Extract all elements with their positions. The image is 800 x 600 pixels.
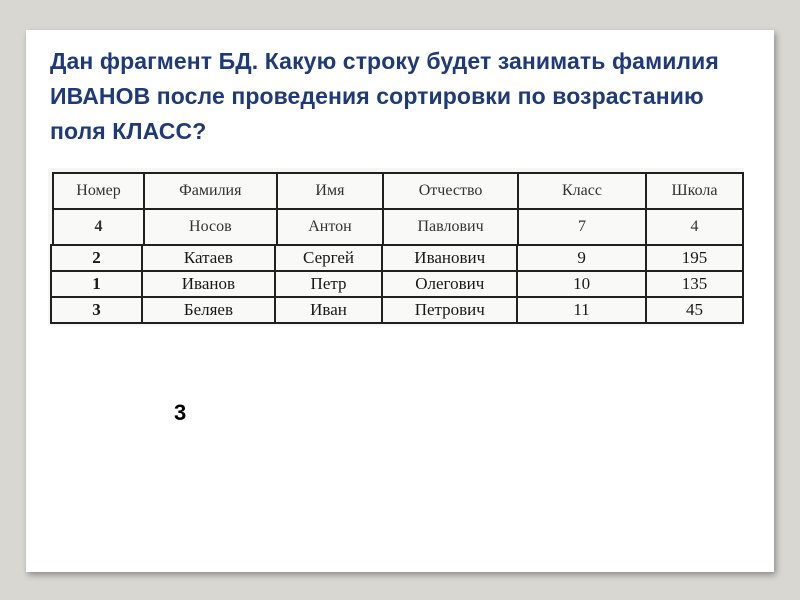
cell-surname: Катаев: [142, 245, 275, 271]
header-cell-name: Имя: [277, 173, 384, 209]
question-text: Дан фрагмент БД. Какую строку будет занимать фамилия ИВАНОВ после проведения сортировки по возрастанию поля КЛАСС?: [50, 48, 719, 144]
cell-name: Иван: [275, 297, 382, 323]
header-cell-patronymic: Отчество: [383, 173, 518, 209]
database-table-image: [48, 168, 744, 326]
cell-school: 135: [646, 271, 743, 297]
cell-name: Петр: [275, 271, 382, 297]
cell-patronymic: Иванович: [382, 245, 517, 271]
cell-school: 4: [646, 209, 743, 245]
cell-number: 1: [51, 271, 142, 297]
table-row: [51, 297, 743, 323]
header-cell-class: Класс: [518, 173, 646, 209]
table-header-block: [52, 172, 744, 246]
cell-class: 10: [517, 271, 646, 297]
cell-name: Антон: [277, 209, 384, 245]
cell-name: Сергей: [275, 245, 382, 271]
header-cell-number: Номер: [53, 173, 144, 209]
cell-surname: Беляев: [142, 297, 275, 323]
cell-school: 195: [646, 245, 743, 271]
table-rows-block: [50, 244, 744, 324]
cell-class: 11: [517, 297, 646, 323]
header-cell-school: Школа: [646, 173, 743, 209]
table-header-row: [53, 173, 743, 209]
table-row: [51, 245, 743, 271]
cell-number: 4: [53, 209, 144, 245]
header-cell-surname: Фамилия: [144, 173, 277, 209]
answer-text: 3: [174, 400, 187, 425]
cell-patronymic: Павлович: [383, 209, 518, 245]
cell-surname: Носов: [144, 209, 277, 245]
cell-patronymic: Петрович: [382, 297, 517, 323]
cell-surname: Иванов: [142, 271, 275, 297]
table-row: [51, 271, 743, 297]
slide: [26, 30, 774, 572]
cell-class: 7: [518, 209, 646, 245]
cell-number: 3: [51, 297, 142, 323]
cell-patronymic: Олегович: [382, 271, 517, 297]
table-row: [53, 209, 743, 245]
cell-number: 2: [51, 245, 142, 271]
cell-class: 9: [517, 245, 646, 271]
cell-school: 45: [646, 297, 743, 323]
